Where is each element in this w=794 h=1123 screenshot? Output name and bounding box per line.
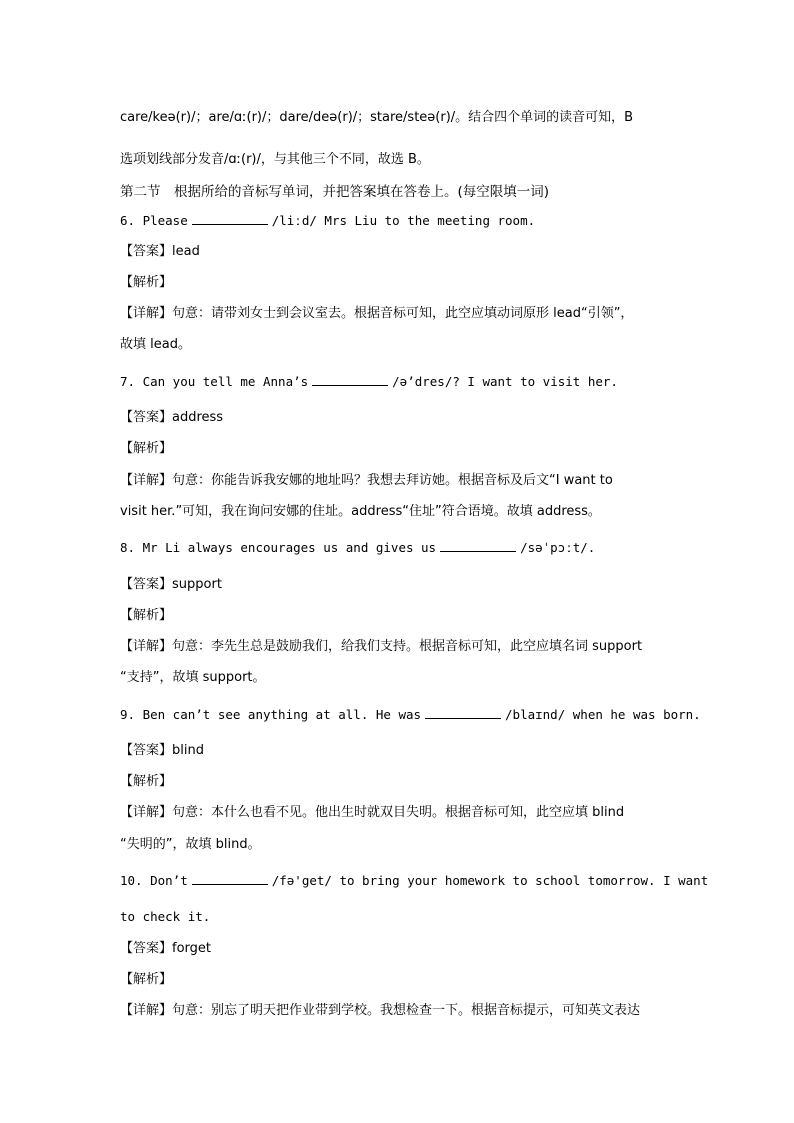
analysis-label: 【解析】 xyxy=(120,774,173,789)
question-text-continued: to check it. xyxy=(120,909,211,924)
question-text: /liːd/ Mrs Liu to the meeting room. xyxy=(271,213,536,228)
answer-blank xyxy=(312,374,388,386)
explanation-line: visit her.”可知，我在询问安娜的住址。address“住址”符合语境。故填 address。 xyxy=(120,504,601,519)
text-line: care/keə(r)/；are/ɑː(r)/；dare/deə(r)/；stare/steə(r)/。结合四个单词的读音可知，B xyxy=(120,110,634,125)
explanation-line: 故填 lead。 xyxy=(120,337,191,352)
analysis-label: 【解析】 xyxy=(120,275,173,290)
answer-blank xyxy=(192,873,268,885)
analysis-label: 【解析】 xyxy=(120,441,173,456)
explanation-line: “支持”，故填 support。 xyxy=(120,670,266,685)
answer-line: 【答案】forget xyxy=(120,941,211,956)
question-text: /səˈpɔːt/. xyxy=(520,540,596,555)
explanation-line: 【详解】句意：别忘了明天把作业带到学校。我想检查一下。根据音标提示，可知英文表达 xyxy=(120,1003,641,1018)
question-10 xyxy=(120,873,709,889)
explanation-line: “失明的”，故填 blind。 xyxy=(120,837,261,852)
question-text: 10. Don’t xyxy=(120,873,188,888)
answer-blank xyxy=(440,540,516,552)
answer-line: 【答案】address xyxy=(120,410,224,425)
question-9 xyxy=(120,707,701,723)
explanation-line: 【详解】句意：你能告诉我安娜的地址吗？我想去拜访她。根据音标及后文“I want to xyxy=(120,473,613,488)
question-text: 9. Ben can’t see anything at all. He was xyxy=(120,707,422,722)
analysis-label: 【解析】 xyxy=(120,972,173,987)
answer-line: 【答案】support xyxy=(120,577,222,592)
question-text: /blaɪnd/ when he was born. xyxy=(505,707,701,722)
analysis-label: 【解析】 xyxy=(120,608,173,623)
explanation-line: 【详解】句意：李先生总是鼓励我们，给我们支持。根据音标可知，此空应填名词 support xyxy=(120,639,643,654)
question-8 xyxy=(120,540,680,556)
answer-line: 【答案】lead xyxy=(120,244,200,259)
question-text: /ə’dres/? I want to visit her. xyxy=(392,374,618,389)
section-heading: 第二节 根据所给的音标写单词，并把答案填在答卷上。(每空限填一词) xyxy=(120,184,550,200)
answer-line: 【答案】blind xyxy=(120,743,204,758)
text-line: 选项划线部分发音/ɑː(r)/，与其他三个不同，故选 B。 xyxy=(120,152,430,167)
question-text: /fə'get/ to bring your homework to school tomorrow. I want xyxy=(271,873,709,888)
question-text: 7. Can you tell me Anna’s xyxy=(120,374,309,389)
explanation-line: 【详解】句意：请带刘女士到会议室去。根据音标可知，此空应填动词原形 lead“引领”， xyxy=(120,306,634,321)
question-text: 6. Please xyxy=(120,213,188,228)
question-7 xyxy=(120,374,680,390)
answer-blank xyxy=(192,213,268,225)
question-6 xyxy=(120,213,680,229)
question-text: 8. Mr Li always encourages us and gives us xyxy=(120,540,437,555)
explanation-line: 【详解】句意：本什么也看不见。他出生时就双目失明。根据音标可知，此空应填 blind xyxy=(120,805,625,820)
answer-blank xyxy=(425,707,501,719)
